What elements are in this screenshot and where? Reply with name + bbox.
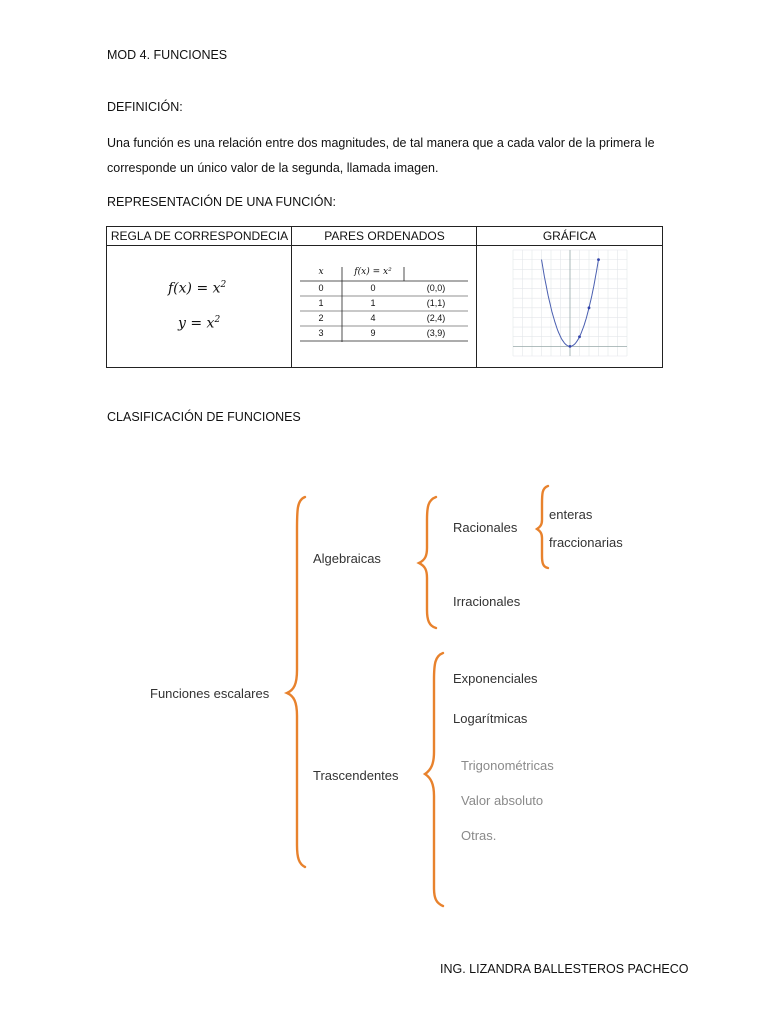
brace-escalares [287,497,305,867]
class-algebraicas: Algebraicas [313,551,381,566]
pairs-header-fx: f(x) = x² [354,267,392,277]
definition-text: Una función es una relación entre dos magnitudes, de tal manera que a cada valor de la primera le corresponde un único valor de la segunda, llamada imagen. [107,136,655,175]
table-row: 2 4 (2,4) [318,313,446,323]
representation-heading: REPRESENTACIÓN DE UNA FUNCIÓN: [107,195,336,209]
class-trascendentes: Trascendentes [313,768,399,783]
class-logaritmicas: Logarítmicas [453,711,528,726]
definition-heading: DEFINICIÓN: [107,100,183,114]
rule-equation: $y = x^2$ [178,315,221,332]
table-row: 3 9 (3,9) [318,328,446,338]
class-exponenciales: Exponenciales [453,671,538,686]
brace-algebraicas [419,497,436,628]
pairs-header-x: x [318,267,324,277]
column-header-pairs: PARES ORDENADOS [324,229,445,243]
brace-trascendentes [425,653,443,906]
class-trigonometricas: Trigonométricas [461,758,554,773]
table-row: 0 0 (0,0) [318,283,446,293]
rule-function-notation: $f(x) = x^2$ [168,280,227,297]
class-fraccionarias: fraccionarias [549,535,623,550]
footer-author: ING. LIZANDRA BALLESTEROS PACHECO [440,962,689,976]
class-valor-absoluto: Valor absoluto [461,793,544,808]
column-header-graph: GRÁFICA [542,229,597,243]
class-otras: Otras. [461,828,497,843]
class-irracionales: Irracionales [453,594,521,609]
class-root: Funciones escalares [150,686,270,701]
brace-racionales [537,486,548,568]
table-row: 1 1 (1,1) [318,298,446,308]
document-title: MOD 4. FUNCIONES [107,48,228,62]
column-header-rule: REGLA DE CORRESPONDECIA [110,229,289,243]
class-enteras: enteras [549,507,593,522]
class-racionales: Racionales [453,520,518,535]
classification-heading: CLASIFICACIÓN DE FUNCIONES [107,410,301,424]
